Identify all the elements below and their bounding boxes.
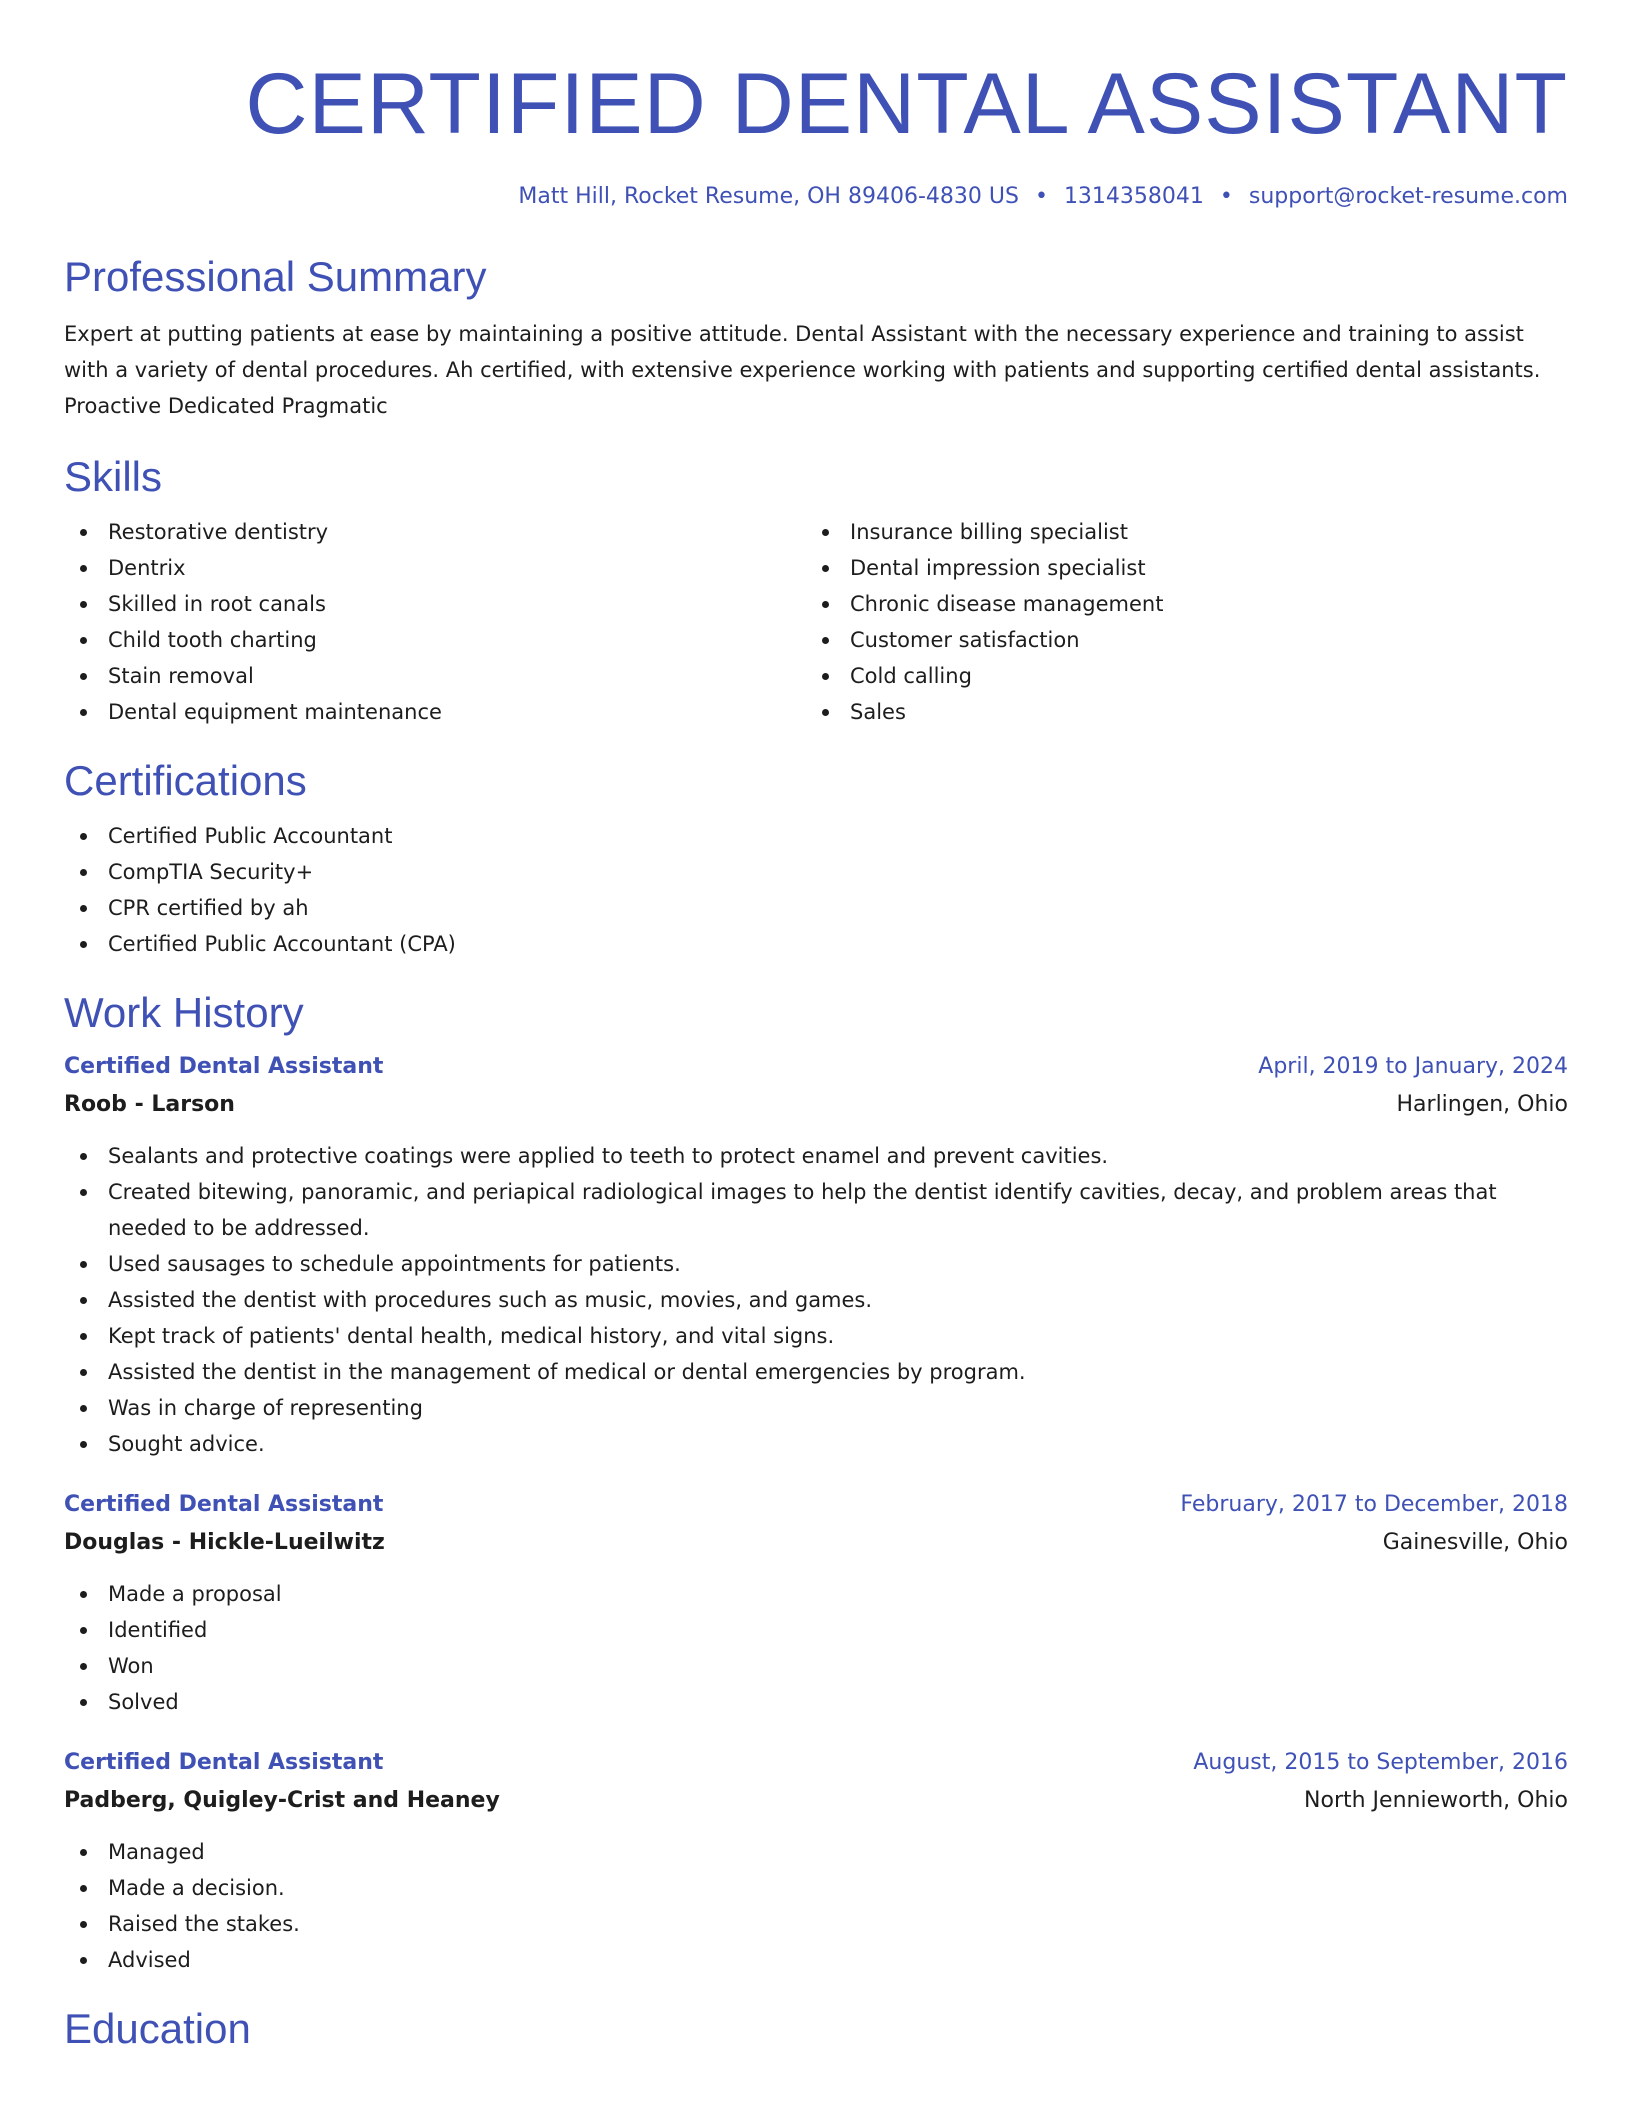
skills-grid <box>64 514 1568 730</box>
job-header-row <box>64 1486 1568 1524</box>
job-bullet: Won <box>64 1648 1568 1684</box>
job-bullet: Was in charge of representing <box>64 1390 1568 1426</box>
job-dates: August, 2015 to September, 2016 <box>1193 1750 1568 1775</box>
summary-heading: Professional Summary <box>64 253 487 300</box>
job-location: North Jennieworth, Ohio <box>1304 1788 1568 1813</box>
job-bullet: Made a proposal <box>64 1576 1568 1612</box>
skill-item: Dentrix <box>64 550 806 586</box>
job-entry <box>64 1048 1568 1462</box>
job-bullet: Identified <box>64 1612 1568 1648</box>
resume-title: CERTIFIED DENTAL ASSISTANT <box>245 56 1568 152</box>
skill-item: Insurance billing specialist <box>806 514 1548 550</box>
skills-list-right <box>806 514 1548 730</box>
job-title: Certified Dental Assistant <box>64 1492 384 1517</box>
contact-separator: • <box>1219 184 1233 209</box>
job-entry <box>64 1744 1568 1978</box>
certifications-list <box>64 818 1568 962</box>
job-header-row <box>64 1744 1568 1782</box>
job-dates: February, 2017 to December, 2018 <box>1180 1492 1568 1517</box>
job-bullet: Kept track of patients' dental health, medical history, and vital signs. <box>64 1318 1568 1354</box>
skill-item: Sales <box>806 694 1548 730</box>
skill-item: Stain removal <box>64 658 806 694</box>
job-bullet: Made a decision. <box>64 1870 1568 1906</box>
contact-line <box>64 182 1568 212</box>
job-bullet: Created bitewing, panoramic, and periapical radiological images to help the dentist identify cavities, decay, and problem areas that needed to be addressed. <box>64 1174 1568 1246</box>
job-company: Roob - Larson <box>64 1092 235 1117</box>
job-bullet: Assisted the dentist with procedures such as music, movies, and games. <box>64 1282 1568 1318</box>
job-title: Certified Dental Assistant <box>64 1750 384 1775</box>
skills-list-left <box>64 514 806 730</box>
job-company: Douglas - Hickle-Lueilwitz <box>64 1530 385 1555</box>
job-location: Gainesville, Ohio <box>1382 1530 1568 1555</box>
certification-item: CPR certified by ah <box>64 890 1568 926</box>
job-bullets <box>64 1138 1568 1462</box>
skill-item: Dental impression specialist <box>806 550 1548 586</box>
resume-page <box>64 0 1568 2054</box>
contact-separator: • <box>1034 184 1048 209</box>
skill-item: Dental equipment maintenance <box>64 694 806 730</box>
job-entry <box>64 1486 1568 1720</box>
skill-item: Cold calling <box>806 658 1548 694</box>
certification-item: Certified Public Accountant <box>64 818 1568 854</box>
certification-item: Certified Public Accountant (CPA) <box>64 926 1568 962</box>
job-bullet: Advised <box>64 1942 1568 1978</box>
skill-item: Child tooth charting <box>64 622 806 658</box>
work-history-heading: Work History <box>64 989 304 1036</box>
contact-address: Matt Hill, Rocket Resume, OH 89406-4830 US <box>518 184 1019 209</box>
summary-text: Expert at putting patients at ease by maintaining a positive attitude. Dental Assistant with the necessary experience and training to assist with a variety of dental procedures. Ah certified, with extensive experience working with patients and supporting certified dental assistants. Proactive Dedicated Pragmatic <box>64 322 1541 418</box>
certifications-heading: Certifications <box>64 757 307 804</box>
job-bullet: Raised the stakes. <box>64 1906 1568 1942</box>
job-bullet: Managed <box>64 1834 1568 1870</box>
job-company: Padberg, Quigley-Crist and Heaney <box>64 1788 500 1813</box>
contact-email[interactable]: support@rocket-resume.com <box>1248 184 1568 209</box>
job-bullet: Assisted the dentist in the management of medical or dental emergencies by program. <box>64 1354 1568 1390</box>
skill-item: Skilled in root canals <box>64 586 806 622</box>
skill-item: Restorative dentistry <box>64 514 806 550</box>
job-bullet: Sealants and protective coatings were applied to teeth to protect enamel and prevent cavities. <box>64 1138 1568 1174</box>
job-bullets <box>64 1576 1568 1720</box>
job-company-row <box>64 1524 1568 1562</box>
job-title: Certified Dental Assistant <box>64 1054 384 1079</box>
job-bullets <box>64 1834 1568 1978</box>
job-bullet: Used sausages to schedule appointments for patients. <box>64 1246 1568 1282</box>
certification-item: CompTIA Security+ <box>64 854 1568 890</box>
job-bullet: Solved <box>64 1684 1568 1720</box>
skills-heading: Skills <box>64 453 163 500</box>
job-dates: April, 2019 to January, 2024 <box>1258 1054 1568 1079</box>
education-heading: Education <box>64 2005 251 2052</box>
job-company-row <box>64 1086 1568 1124</box>
job-bullet: Sought advice. <box>64 1426 1568 1462</box>
skill-item: Chronic disease management <box>806 586 1548 622</box>
job-header-row <box>64 1048 1568 1086</box>
job-location: Harlingen, Ohio <box>1396 1092 1568 1117</box>
contact-phone: 1314358041 <box>1063 184 1204 209</box>
job-company-row <box>64 1782 1568 1820</box>
skill-item: Customer satisfaction <box>806 622 1548 658</box>
